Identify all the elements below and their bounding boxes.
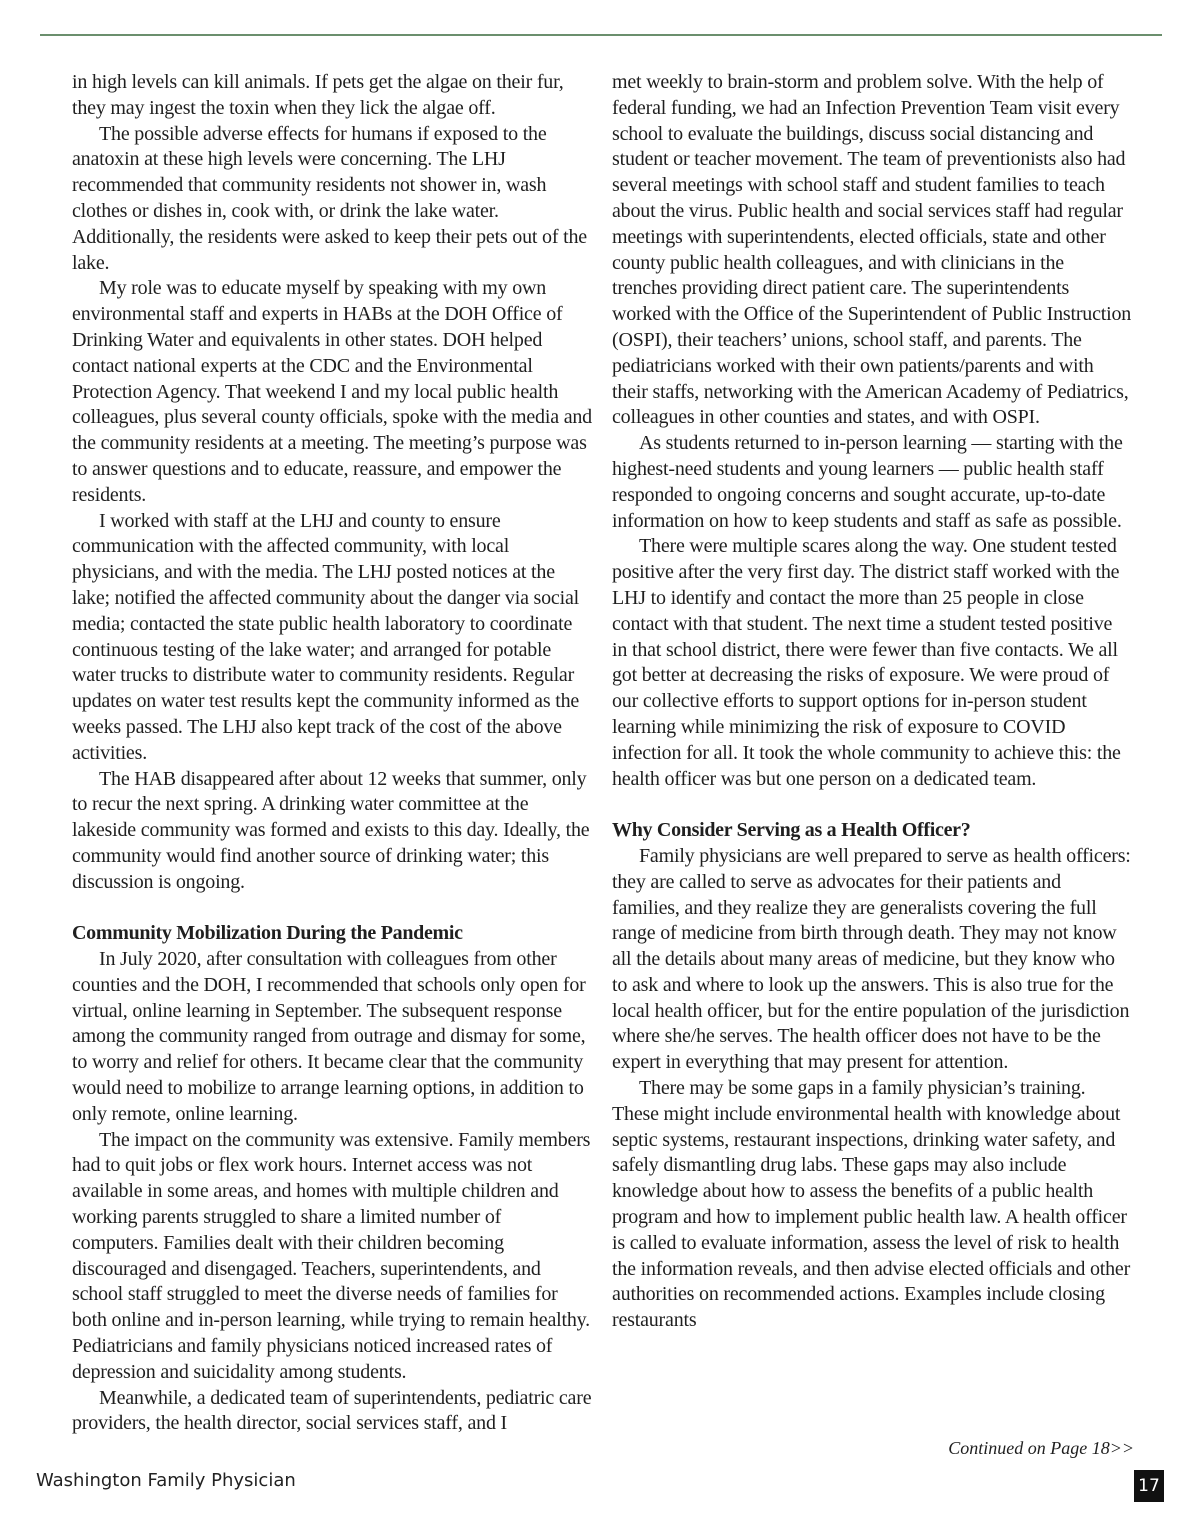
paragraph: Meanwhile, a dedicated team of superintendents, pediatric care providers, the health director, social services staff, and I [72, 1386, 592, 1435]
right-column [612, 70, 1132, 1334]
paragraph: There were multiple scares along the way. One student tested positive after the very first day. The district staff worked with the LHJ to identify and contact the more than 25 people in close contact with that student. The next time a student tested positive in that school district, there were fewer than five contacts. We all got better at decreasing the risks of exposure. We were proud of our collective efforts to support options for in-person student learning while minimizing the risk of exposure to COVID infection for all. It took the whole community to achieve this: the health officer was but one person on a dedicated team. [612, 535, 1121, 790]
left-column [72, 70, 592, 1437]
paragraph: As students returned to in-person learning — starting with the highest-need students and young learners — public health staff responded to ongoing concerns and sought accurate, up-to-date information on how to keep students and staff as safe as possible. [612, 432, 1123, 532]
paragraph: My role was to educate myself by speaking with my own environmental staff and experts in HABs at the DOH Office of Drinking Water and equivalents in other states. DOH helped contact national experts at the CDC and the Environmental Protection Agency. That weekend I and my local public health colleagues, plus several county officials, spoke with the media and the community residents at a meeting. The meeting’s purpose was to answer questions and to educate, reassure, and empower the residents. [72, 277, 592, 506]
paragraph: met weekly to brain-storm and problem solve. With the help of federal funding, we had an Infection Prevention Team visit every school to evaluate the buildings, discuss social distancing and student or teacher movement. The team of preventionists also had several meetings with school staff and student families to teach about the virus. Public health and social services staff had regular meetings with superintendents, elected officials, state and other county public health colleagues, and with clinicians in the trenches providing direct patient care. The superintendents worked with the Office of the Superintendent of Public Instruction (OSPI), their teachers’ unions, school staff, and parents. The pediatricians worked with their own patients/parents and with their staffs, networking with the American Academy of Pediatrics, colleagues in other counties and states, and with OSPI. [612, 71, 1132, 429]
publication-title: Washington Family Physician [36, 1470, 296, 1491]
header-rule [40, 34, 1162, 36]
paragraph: in high levels can kill animals. If pets get the algae on their fur, they may ingest the toxin when they lick the algae off. [72, 71, 564, 119]
paragraph: The possible adverse effects for humans if exposed to the anatoxin at these high levels were concerning. The LHJ recommended that community residents not shower in, wash clothes or dishes in, cook with, or drink the lake water. Additionally, the residents were asked to keep their pets out of the lake. [72, 122, 587, 274]
section-heading: Community Mobilization During the Pandemic [72, 922, 463, 945]
paragraph: The HAB disappeared after about 12 weeks that summer, only to recur the next spring. A drinking water committee at the lakeside community was formed and exists to this day. Ideally, the community would find another source of drinking water; this discussion is ongoing. [72, 767, 590, 893]
paragraph: I worked with staff at the LHJ and county to ensure communication with the affected community, with local physicians, and with the media. The LHJ posted notices at the lake; notified the affected community about the danger via social media; contacted the state public health laboratory to coordinate continuous testing of the lake water; and arranged for potable water trucks to distribute water to community residents. Regular updates on water test results kept the community informed as the weeks passed. The LHJ also kept track of the cost of the above activities. [72, 509, 580, 764]
section-heading: Why Consider Serving as a Health Officer? [612, 819, 971, 842]
page-number: 17 [1134, 1470, 1164, 1502]
paragraph: In July 2020, after consultation with colleagues from other counties and the DOH, I recommended that schools only open for virtual, online learning in September. The subsequent response among the community ranged from outrage and dismay for some, to worry and relief for others. It became clear that the community would need to mobilize to arrange learning options, in addition to only remote, online learning. [72, 948, 586, 1125]
continued-link[interactable]: Continued on Page 18>> [948, 1438, 1134, 1458]
paragraph: Family physicians are well prepared to serve as health officers: they are called to serve as advocates for their patients and families, and they realize they are generalists covering the full range of medicine from birth through death. They may not know all the details about many areas of medicine, but they know who to ask and where to look up the answers. This is also true for the local health officer, but for the entire population of the jurisdiction where she/he serves. The health officer does not have to be the expert in everything that may present for attention. [612, 844, 1131, 1074]
paragraph: There may be some gaps in a family physician’s training. These might include environmental health with knowledge about septic systems, restaurant inspections, drinking water safety, and safely dismantling drug labs. These gaps may also include knowledge about how to assess the benefits of a public health program and how to implement public health law. A health officer is called to evaluate information, assess the level of risk to health the information reveals, and then advise elected officials and other authorities on recommended actions. Examples include closing restaurants [612, 1077, 1131, 1332]
paragraph: The impact on the community was extensive. Family members had to quit jobs or flex work hours. Internet access was not available in some areas, and homes with multiple children and working parents struggled to share a limited number of computers. Families dealt with their children becoming discouraged and disengaged. Teachers, superintendents, and school staff struggled to meet the diverse needs of families for both online and in-person learning, while trying to remain healthy. Pediatricians and family physicians noticed increased rates of depression and suicidality among students. [72, 1128, 591, 1383]
